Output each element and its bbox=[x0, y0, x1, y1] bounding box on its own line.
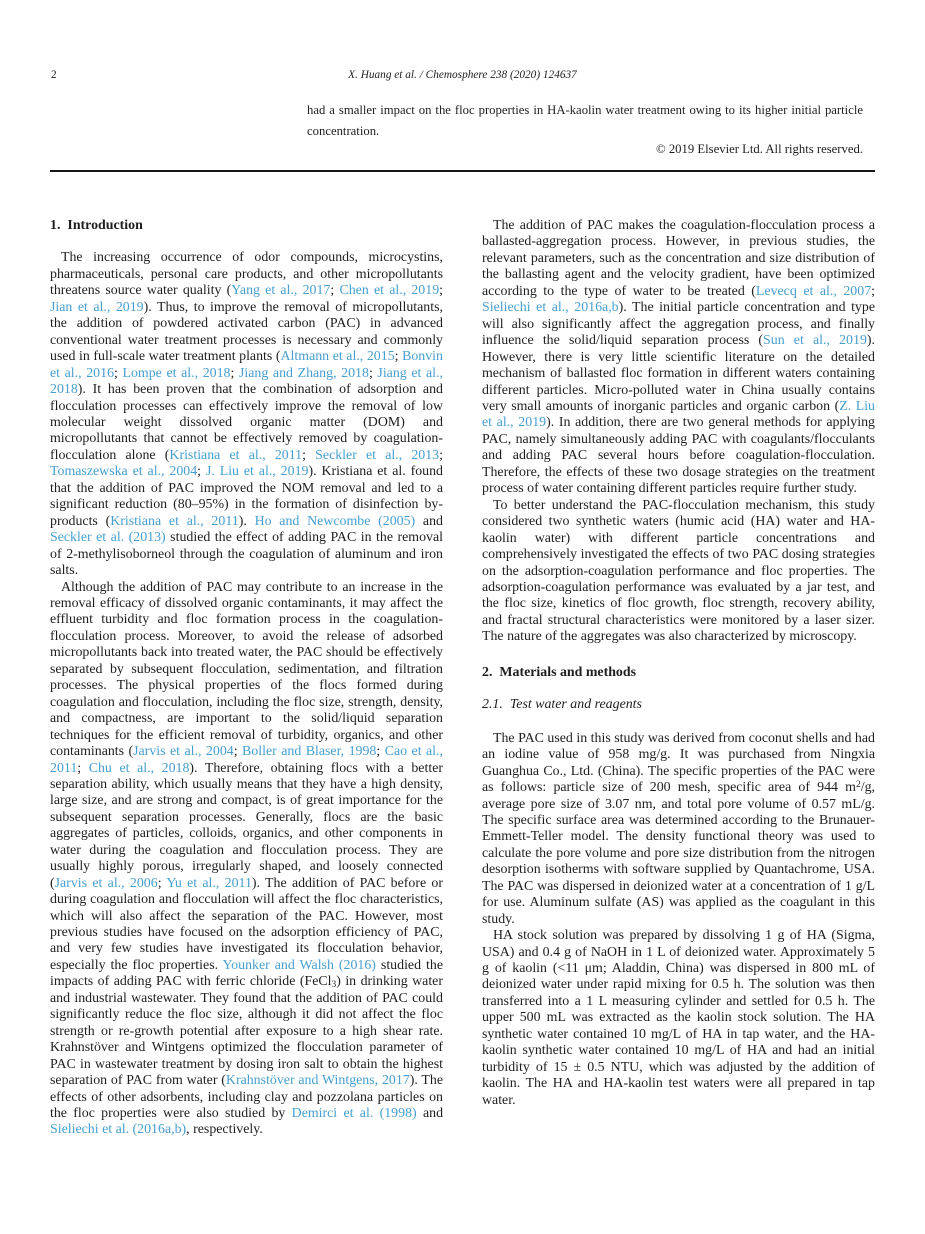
section-heading bbox=[482, 665, 875, 681]
paragraph: HA stock solution was prepared by dissolving 1 g of HA (Sigma, USA) and 0.4 g of NaOH in 1 L of deionized water. Approximately 5 g of kaolin (<11 μm; Aladdin, China) was dispersed in 800 mL of deionized water under rapid mixing for 0.5 h. The solution was then transferred into a 1 L measuring cylinder and settled for 0.5 h. The upper 500 mL was extracted as the kaolin stock solution. The HA synthetic water contained 10 mg/L of HA in tap water, and the HA-kaolin synthetic water contained 10 mg/L of HA and had an initial turbidity of 15 ± 0.5 NTU, which was adjusted by the addition of kaolin. The HA and HA-kaolin test waters were all prepared in tap water. bbox=[482, 928, 875, 1108]
citation-link[interactable]: Cao et al., 2011 bbox=[50, 744, 443, 776]
citation-link[interactable]: Jarvis et al., 2004 bbox=[133, 744, 234, 760]
heading-number: 2. bbox=[482, 664, 493, 680]
citation-link[interactable]: Sun et al., 2019 bbox=[763, 333, 867, 349]
citation-link[interactable]: Altmann et al., 2015 bbox=[280, 349, 395, 365]
heading-number: 2.1. bbox=[482, 697, 503, 713]
citation-link[interactable]: J. Liu et al., 2019 bbox=[205, 464, 309, 480]
citation-link[interactable]: Kristiana et al., 2011 bbox=[110, 513, 239, 529]
paragraph: Although the addition of PAC may contribute to an increase in the removal efficacy of dissolved organic contaminants, it may affect the effluent turbidity and floc formation process in the coagulation-flocculation process. Moreover, to avoid the release of adsorbed micropollutants back into treated water, the PAC should be effectively separated by subsequent flocculation, sedimentation, and filtration processes. The physical properties of the flocs formed during coagulation and flocculation, including the floc size, strength, density, and compactness, are important to the solid/liquid separation techniques for the efficient removal of turbidity, organics, and other contaminants (Jarvis et al., 2004; Boller and Blaser, 1998; Cao et al., 2011; Chu et al., 2018). Therefore, obtaining flocs with a better separation ability, which usually means that they have a high density, large size, and are strong and compact, is of great importance for the subsequent separation processes. Generally, flocs are the basic aggregates of particles, colloids, organics, and other components in water during the coagulation and flocculation process. They are usually highly porous, irregularly shaped, and loosely connected (Jarvis et al., 2006; Yu et al., 2011). The addition of PAC before or during coagulation and flocculation will affect the floc characteristics, which will also affect the separation of the PAC. However, most previous studies have focused on the adsorption efficiency of PAC, and very few studies have investigated its flocculation behavior, especially the floc properties. Younker and Walsh (2016) studied the impacts of adding PAC with ferric chloride (FeCl$_3$) in drinking water and industrial wastewater. They found that the addition of PAC could significantly reduce the floc size, although it did not affect the floc strength or re-growth potential after exposure to a high shear rate. Krahnstöver and Wintgens optimized the flocculation parameter of PAC in wastewater treatment by dosing iron salt to obtain the highest separation of PAC from water (Krahnstöver and Wintgens, 2017). The effects of other adsorbents, including clay and pozzolana particles on the floc properties were also studied by Demirci et al. (1998) and Sieliechi et al. (2016a,b), respectively. bbox=[50, 579, 444, 1138]
citation-link[interactable]: Ho and Newcombe (2005) bbox=[254, 513, 416, 529]
section-heading bbox=[50, 218, 443, 234]
subscript-text: 3 bbox=[331, 980, 337, 991]
citation-link[interactable]: Demirci et al. (1998) bbox=[291, 1106, 417, 1122]
citation-link[interactable]: Bonvin et al., 2016 bbox=[50, 349, 443, 381]
two-column-body bbox=[50, 218, 875, 1139]
citation-link[interactable]: Kristiana et al., 2011 bbox=[169, 447, 303, 463]
page-number: 2 bbox=[51, 69, 57, 81]
heading-text: Test water and reagents bbox=[509, 697, 642, 713]
citation-link[interactable]: Jiang et al., 2018 bbox=[50, 365, 443, 398]
right-column bbox=[482, 218, 875, 1139]
citation-link[interactable]: Sieliechi et al. (2016a,b) bbox=[50, 1122, 187, 1138]
paragraph: To better understand the PAC-flocculation mechanism, this study considered two synthetic waters (humic acid (HA) water and HA-kaolin water) with different particle concentrations and comprehensively investigated the effects of two PAC dosing strategies on the adsorption-coagulation performance and floc properties. The adsorption-coagulation performance was evaluated by a jar test, and the floc size, kinetics of floc growth, floc strength, recovery ability, and fractal structural characteristics were monitored by a laser sizer. The nature of the aggregates was also characterized by microscopy. bbox=[482, 497, 875, 645]
heading-text: Introduction bbox=[67, 218, 143, 233]
citation-link[interactable]: Jarvis et al., 2006 bbox=[54, 875, 158, 891]
citation-link[interactable]: Jiang and Zhang, 2018 bbox=[238, 365, 369, 381]
header-divider bbox=[50, 170, 875, 172]
citation-link[interactable]: Sieliechi et al., 2016a,b bbox=[482, 300, 619, 316]
paragraph: The increasing occurrence of odor compounds, microcystins, pharmaceuticals, personal care products, and other micropollutants threatens source water quality (Yang et al., 2017; Chen et al., 2019; Jian et al., 2019). Thus, to improve the removal of micropollutants, the addition of powdered activated carbon (PAC) in advanced conventional water treatment processes is necessary and commonly used in full-scale water treatment plants (Altmann et al., 2015; Bonvin et al., 2016; Lompe et al., 2018; Jiang and Zhang, 2018; Jiang et al., 2018). It has been proven that the combination of adsorption and flocculation processes can effectively improve the removal of low molecular weight dissolved organic matter (DOM) and micropollutants that cannot be effectively removed by coagulation-flocculation alone (Kristiana et al., 2011; Seckler et al., 2013; Tomaszewska et al., 2004; J. Liu et al., 2019). Kristiana et al. found that the addition of PAC improved the NOM removal and led to a significant reduction (80–95%) in the formation of disinfection by-products (Kristiana et al., 2011). Ho and Newcombe (2005) and Seckler et al. (2013) studied the effect of adding PAC in the removal of 2-methylisoborneol through the coagulation of aluminum and iron salts. bbox=[50, 250, 444, 579]
subsection-heading bbox=[482, 697, 875, 713]
running-head-title: X. Huang et al. / Chemosphere 238 (2020) 124637 bbox=[348, 69, 577, 81]
citation-link[interactable]: Boller and Blaser, 1998 bbox=[242, 744, 377, 760]
abstract-continuation bbox=[307, 100, 863, 160]
citation-link[interactable]: Lompe et al., 2018 bbox=[122, 365, 231, 381]
citation-link[interactable]: Seckler et al., 2013 bbox=[315, 447, 440, 463]
paragraph: The addition of PAC makes the coagulation-flocculation process a ballasted-aggregation process. However, in previous studies, the relevant parameters, such as the concentration and size distribution of the ballasting agent and the velocity gradient, have been optimized according to the type of water to be treated (Levecq et al., 2007; Sieliechi et al., 2016a,b). The initial particle concentration and type will also significantly affect the aggregation process, and finally influence the solid/liquid separation process (Sun et al., 2019). However, there is very little scientific literature on the detailed mechanism of ballasted floc formation in different waters containing different particles. Micro-polluted water in China usually contains very small amounts of inorganic particles and organic carbon (Z. Liu et al., 2019). In addition, there are two general methods for applying PAC, namely simultaneously adding PAC with coagulants/flocculants and adding PAC several hours before coagulation-flocculation. Therefore, the effects of these two dosage strategies on the treatment process of water containing different particles require further study. bbox=[482, 218, 875, 497]
paragraph: The PAC used in this study was derived from coconut shells and had an iodine value of 958 mg/g. It was purchased from Ningxia Guanghua Co., Ltd. (China). The specific properties of the PAC were as follows: particle size of 200 mesh, specific area of 944 $m^2/g$, average pore size of 3.07 nm, and total pore volume of 0.57 mL/g. The specific surface area was determined according to the Brunauer-Emmett-Teller model. The density functional theory was used to calculate the pore volume and pore size distribution from the nitrogen desorption isotherms with software supplied by Quantachrome, USA. The PAC was dispersed in deionized water at a concentration of 1 g/L for use. Aluminum sulfate (AS) was applied as the coagulant in this study. bbox=[482, 730, 875, 927]
citation-link[interactable]: Chen et al., 2019 bbox=[339, 283, 440, 299]
heading-text: Materials and methods bbox=[499, 664, 637, 680]
abstract-text: had a smaller impact on the floc properties in HA-kaolin water treatment owing to its higher initial particle concentration. bbox=[307, 103, 863, 138]
heading-number: 1. bbox=[50, 218, 61, 233]
citation-link[interactable]: Tomaszewska et al., 2004 bbox=[50, 464, 198, 480]
citation-link[interactable]: Jian et al., 2019 bbox=[50, 299, 144, 315]
citation-link[interactable]: Krahnstöver and Wintgens, 2017 bbox=[225, 1073, 410, 1089]
citation-link[interactable]: Yang et al., 2017 bbox=[231, 283, 331, 299]
citation-link[interactable]: Seckler et al. (2013) bbox=[50, 530, 166, 546]
superscript-text: 2 bbox=[855, 780, 861, 791]
copyright-notice: © 2019 Elsevier Ltd. All rights reserved. bbox=[656, 142, 863, 156]
citation-link[interactable]: Z. Liu et al., 2019 bbox=[482, 398, 875, 431]
citation-link[interactable]: Yu et al., 2011 bbox=[166, 875, 252, 891]
running-header bbox=[50, 69, 875, 82]
citation-link[interactable]: Levecq et al., 2007 bbox=[755, 283, 872, 299]
citation-link[interactable]: Chu et al., 2018 bbox=[88, 760, 190, 776]
citation-link[interactable]: Younker and Walsh (2016) bbox=[222, 957, 376, 973]
left-column bbox=[50, 218, 443, 1139]
